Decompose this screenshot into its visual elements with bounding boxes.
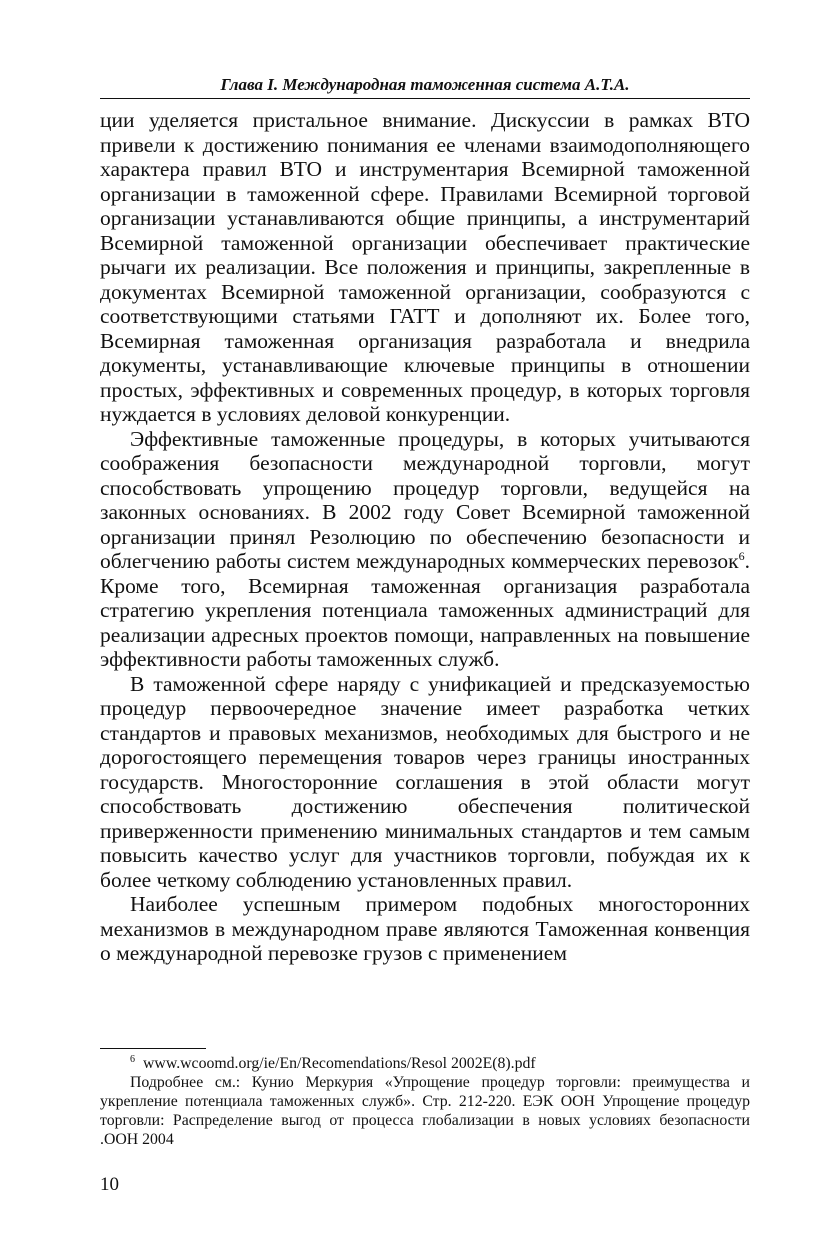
footnote-rule — [100, 1048, 206, 1049]
header-rule — [100, 98, 750, 99]
paragraph-1: ции уделяется пристальное внимание. Дискуссии в рамках ВТО привели к достижению понимания ее членами взаимодополняющего характера правил ВТО и инструментария Всемирной таможенной организации в таможенной сфере. Правилами Всемирной торговой организации устанавливаются общие принципы, а инструментарий Всемирной таможенной организации обеспечивает практические рычаги их реализации. Все положения и принципы, закрепленные в документах Всемирной таможенной организации, сообразуются с соответствующими статьями ГАТТ и дополняют их. Более того, Всемирная таможенная организация разработала и внедрила документы, устанавливающие ключевые принципы в отношении простых, эффективных и современных процедур, в которых торговля нуждается в условиях деловой конкуренции. — [100, 108, 750, 426]
footnote-6 — [100, 1054, 750, 1073]
paragraph-2-text-a: Эффективные таможенные процедуры, в которых учитываются соображения безопасности международной торговли, могут способствовать упрощению процедур торговли, ведущейся на законных основаниях. В 2002 году Совет Всемирной таможенной организации принял Резолюцию по обеспечению безопасности и облегчению работы систем международных коммерческих перевозок — [100, 426, 750, 573]
running-header: Глава I. Международная таможенная система А.Т.А. — [220, 75, 630, 94]
footnote-reference: 6 — [738, 548, 745, 563]
paragraph-2 — [100, 427, 750, 672]
footnote-note: Подробнее см.: Кунио Меркурия «Упрощение процедур торговли: преимущества и укрепление потенциала таможенных служб». Стр. 212-220. ЕЭК ООН Упрощение процедур торговли: Распределение выгод от процесса глобализации в новых условиях безопасности .ООН 2004 — [100, 1074, 750, 1148]
body-text — [100, 108, 750, 966]
footnote-mark: 6 — [130, 1053, 135, 1065]
paragraph-4: Наиболее успешным примером подобных многосторонних механизмов в международном праве являются Таможенная конвенция о международной перевозке грузов с применением — [100, 892, 750, 965]
paragraph-3: В таможенной сфере наряду с унификацией и предсказуемостью процедур первоочередное значение имеет разработка четких стандартов и правовых механизмов, необходимых для быстрого и не дорогостоящего перемещения товаров через границы иностранных государств. Многосторонние соглашения в этой области могут способствовать достижению обеспечения политической приверженности применению минимальных стандартов и тем самым повысить качество услуг для участников торговли, побуждая их к более четкому соблюдению установленных правил. — [100, 671, 750, 892]
footnote-url: www.wcoomd.org/ie/En/Recomendations/Resol 2002E(8).pdf — [143, 1055, 536, 1072]
footnotes — [100, 1054, 750, 1149]
paragraph-2-text-b: . Кроме того, Всемирная таможенная организация разработала стратегию укрепления потенциала таможенных администраций для реализации адресных проектов помощи, направленных на повышение эффективности работы таможенных служб. — [100, 549, 750, 671]
page-number: 10 — [100, 1174, 119, 1195]
